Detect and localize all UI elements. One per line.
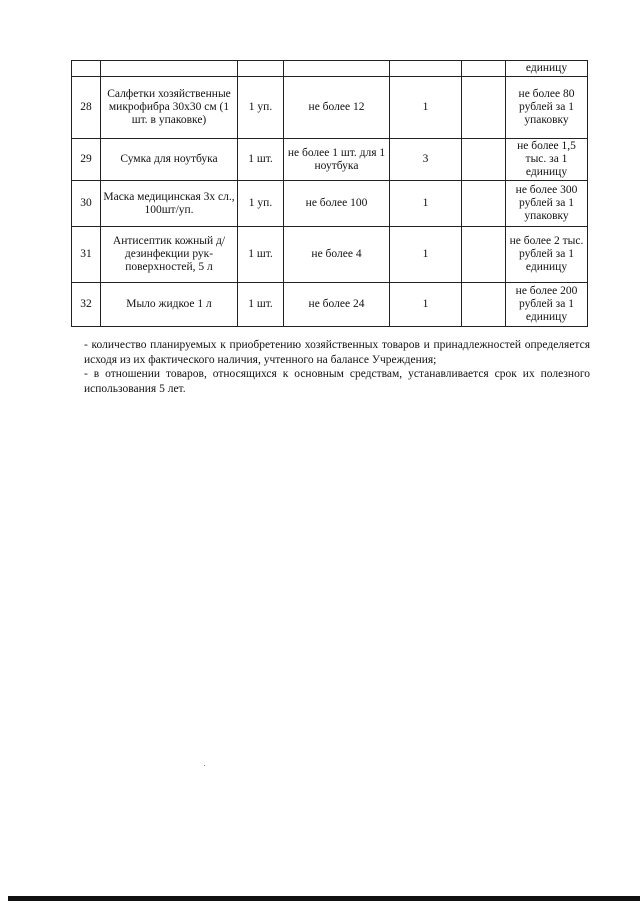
item-term: 1: [390, 227, 462, 283]
table-cell: [390, 61, 462, 77]
item-term: 1: [390, 181, 462, 227]
table-row: [72, 227, 588, 283]
table-row: [72, 77, 588, 139]
item-name: Антисептик кожный д/дезинфекции рук-поверхностей, 5 л: [101, 227, 238, 283]
table-cell: [101, 61, 238, 77]
table-cell: единицу: [506, 61, 588, 77]
table-row: [72, 181, 588, 227]
item-quantity: не более 12: [284, 77, 390, 139]
item-blank: [462, 283, 506, 327]
item-name: Маска медицинская 3х сл., 100шт/уп.: [101, 181, 238, 227]
table-row: [72, 139, 588, 181]
bottom-scan-edge: [8, 896, 640, 901]
note-useful-life: - в отношении товаров, относящихся к основным средствам, устанавливается срок их полезного использования 5 лет.: [84, 368, 590, 395]
item-name: Сумка для ноутбука: [101, 139, 238, 181]
item-name: Мыло жидкое 1 л: [101, 283, 238, 327]
item-unit: 1 уп.: [238, 77, 284, 139]
row-number: 30: [72, 181, 101, 227]
table-row-top: [72, 61, 588, 77]
items-table: [71, 60, 588, 327]
notes-paragraph: [84, 338, 590, 396]
item-blank: [462, 77, 506, 139]
scan-speck: [204, 765, 205, 766]
row-number: 29: [72, 139, 101, 181]
item-price: не более 300 рублей за 1 упаковку: [506, 181, 588, 227]
item-quantity: не более 100: [284, 181, 390, 227]
item-quantity: не более 4: [284, 227, 390, 283]
note-quantity: - количество планируемых к приобретению хозяйственных товаров и принадлежностей определяется исходя из их фактического наличия, учтенного на балансе Учреждения;: [84, 339, 590, 366]
item-price: не более 200 рублей за 1 единицу: [506, 283, 588, 327]
item-blank: [462, 139, 506, 181]
item-quantity: не более 1 шт. для 1 ноутбука: [284, 139, 390, 181]
row-number: 31: [72, 227, 101, 283]
item-unit: 1 уп.: [238, 181, 284, 227]
item-blank: [462, 181, 506, 227]
table-cell: [462, 61, 506, 77]
table-cell: [284, 61, 390, 77]
item-price: не более 2 тыс. рублей за 1 единицу: [506, 227, 588, 283]
item-unit: 1 шт.: [238, 283, 284, 327]
table-row: [72, 283, 588, 327]
row-number: 32: [72, 283, 101, 327]
item-price: не более 80 рублей за 1 упаковку: [506, 77, 588, 139]
item-price: не более 1,5 тыс. за 1 единицу: [506, 139, 588, 181]
item-term: 1: [390, 283, 462, 327]
table-cell: [238, 61, 284, 77]
item-name: Салфетки хозяйственные микрофибра 30х30 см (1 шт. в упаковке): [101, 77, 238, 139]
row-number: 28: [72, 77, 101, 139]
table-cell: [72, 61, 101, 77]
item-unit: 1 шт.: [238, 139, 284, 181]
item-blank: [462, 227, 506, 283]
item-term: 3: [390, 139, 462, 181]
item-term: 1: [390, 77, 462, 139]
item-quantity: не более 24: [284, 283, 390, 327]
item-unit: 1 шт.: [238, 227, 284, 283]
